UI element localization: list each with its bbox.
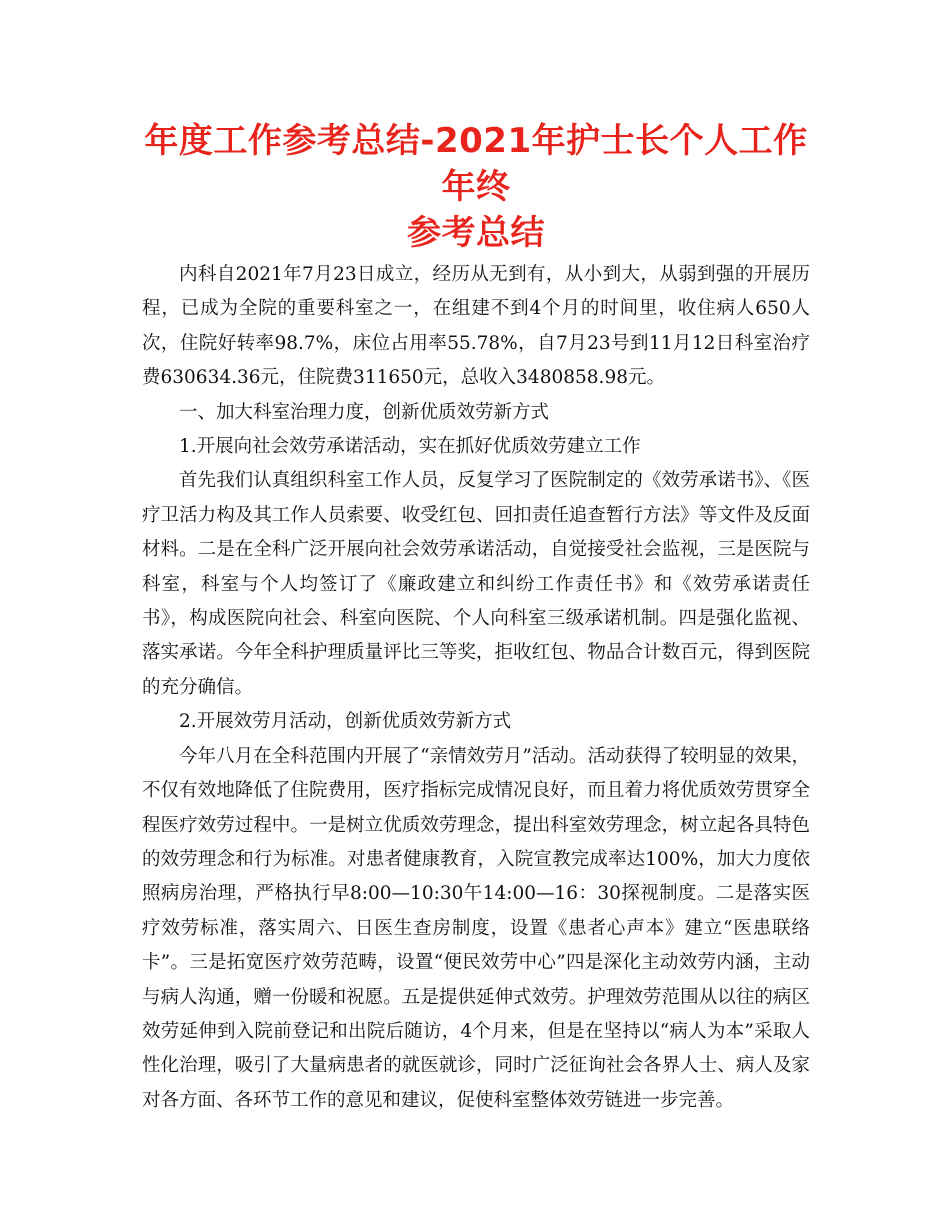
subsection-heading-1: 1.开展向社会效劳承诺活动，实在抓好优质效劳建立工作 [179,436,641,458]
title-line-2: 参考总结 [407,213,545,253]
paragraph-intro: 内科自2021年7月23日成立，经历从无到有，从小到大，从弱到强的开展历程，已成为全院的重要科室之一，在组建不到4个月的时间里，收住病人650人次，住院好转率98.7%，床位占用率55.78%，自7月23号到11月12日科室治疗费630634.36元，住院费311650元，总收入3480858.98元。 [142,264,810,389]
document-body [142,258,810,1118]
paragraph-commitment: 首先我们认真组织科室工作人员，反复学习了医院制定的《效劳承诺书》、《医疗卫活力构及其工作人员索要、收受红包、回扣责任追查暂行方法》等文件及反面材料。二是在全科广泛开展向社会效劳承诺活动，自觉接受社会监视，三是医院与科室，科室与个人均签订了《廉政建立和纠纷工作责任书》和《效劳承诺责任书》，构成医院向社会、科室向医院、个人向科室三级承诺机制。四是强化监视、落实承诺。今年全科护理质量评比三等奖，拒收红包、物品合计数百元，得到医院的充分确信。 [142,470,810,698]
title-line-1: 年度工作参考总结-2021年护士长个人工作年终 [144,121,808,207]
paragraph-service-month: 今年八月在全科范围内开展了“亲情效劳月”活动。活动获得了较明显的效果，不仅有效地降低了住院费用，医疗指标完成情况良好，而且着力将优质效劳贯穿全程医疗效劳过程中。一是树立优质效劳理念，提出科室效劳理念，树立起各具特色的效劳理念和行为标准。对患者健康教育，入院宣教完成率达100%，加大力度依照病房治理，严格执行早8:00—10:30午14:00—16：30探视制度。二是落实医疗效劳标准，落实周六、日医生查房制度，设置《患者心声本》建立“医患联络卡”。三是拓宽医疗效劳范畴，设置“便民效劳中心”四是深化主动效劳内涵，主动与病人沟通，赠一份暖和祝愿。五是提供延伸式效劳。护理效劳范围从以往的病区效劳延伸到入院前登记和出院后随访，4个月来，但是在坚持以“病人为本”采取人性化治理，吸引了大量病患者的就医就诊，同时广泛征询社会各界人士、病人及家对各方面、各环节工作的意见和建议，促使科室整体效劳链进一步完善。 [142,745,810,1111]
document-title [142,118,810,256]
subsection-heading-2: 2.开展效劳月活动，创新优质效劳新方式 [179,711,512,733]
section-heading-1: 一、加大科室治理力度，创新优质效劳新方式 [179,401,550,423]
